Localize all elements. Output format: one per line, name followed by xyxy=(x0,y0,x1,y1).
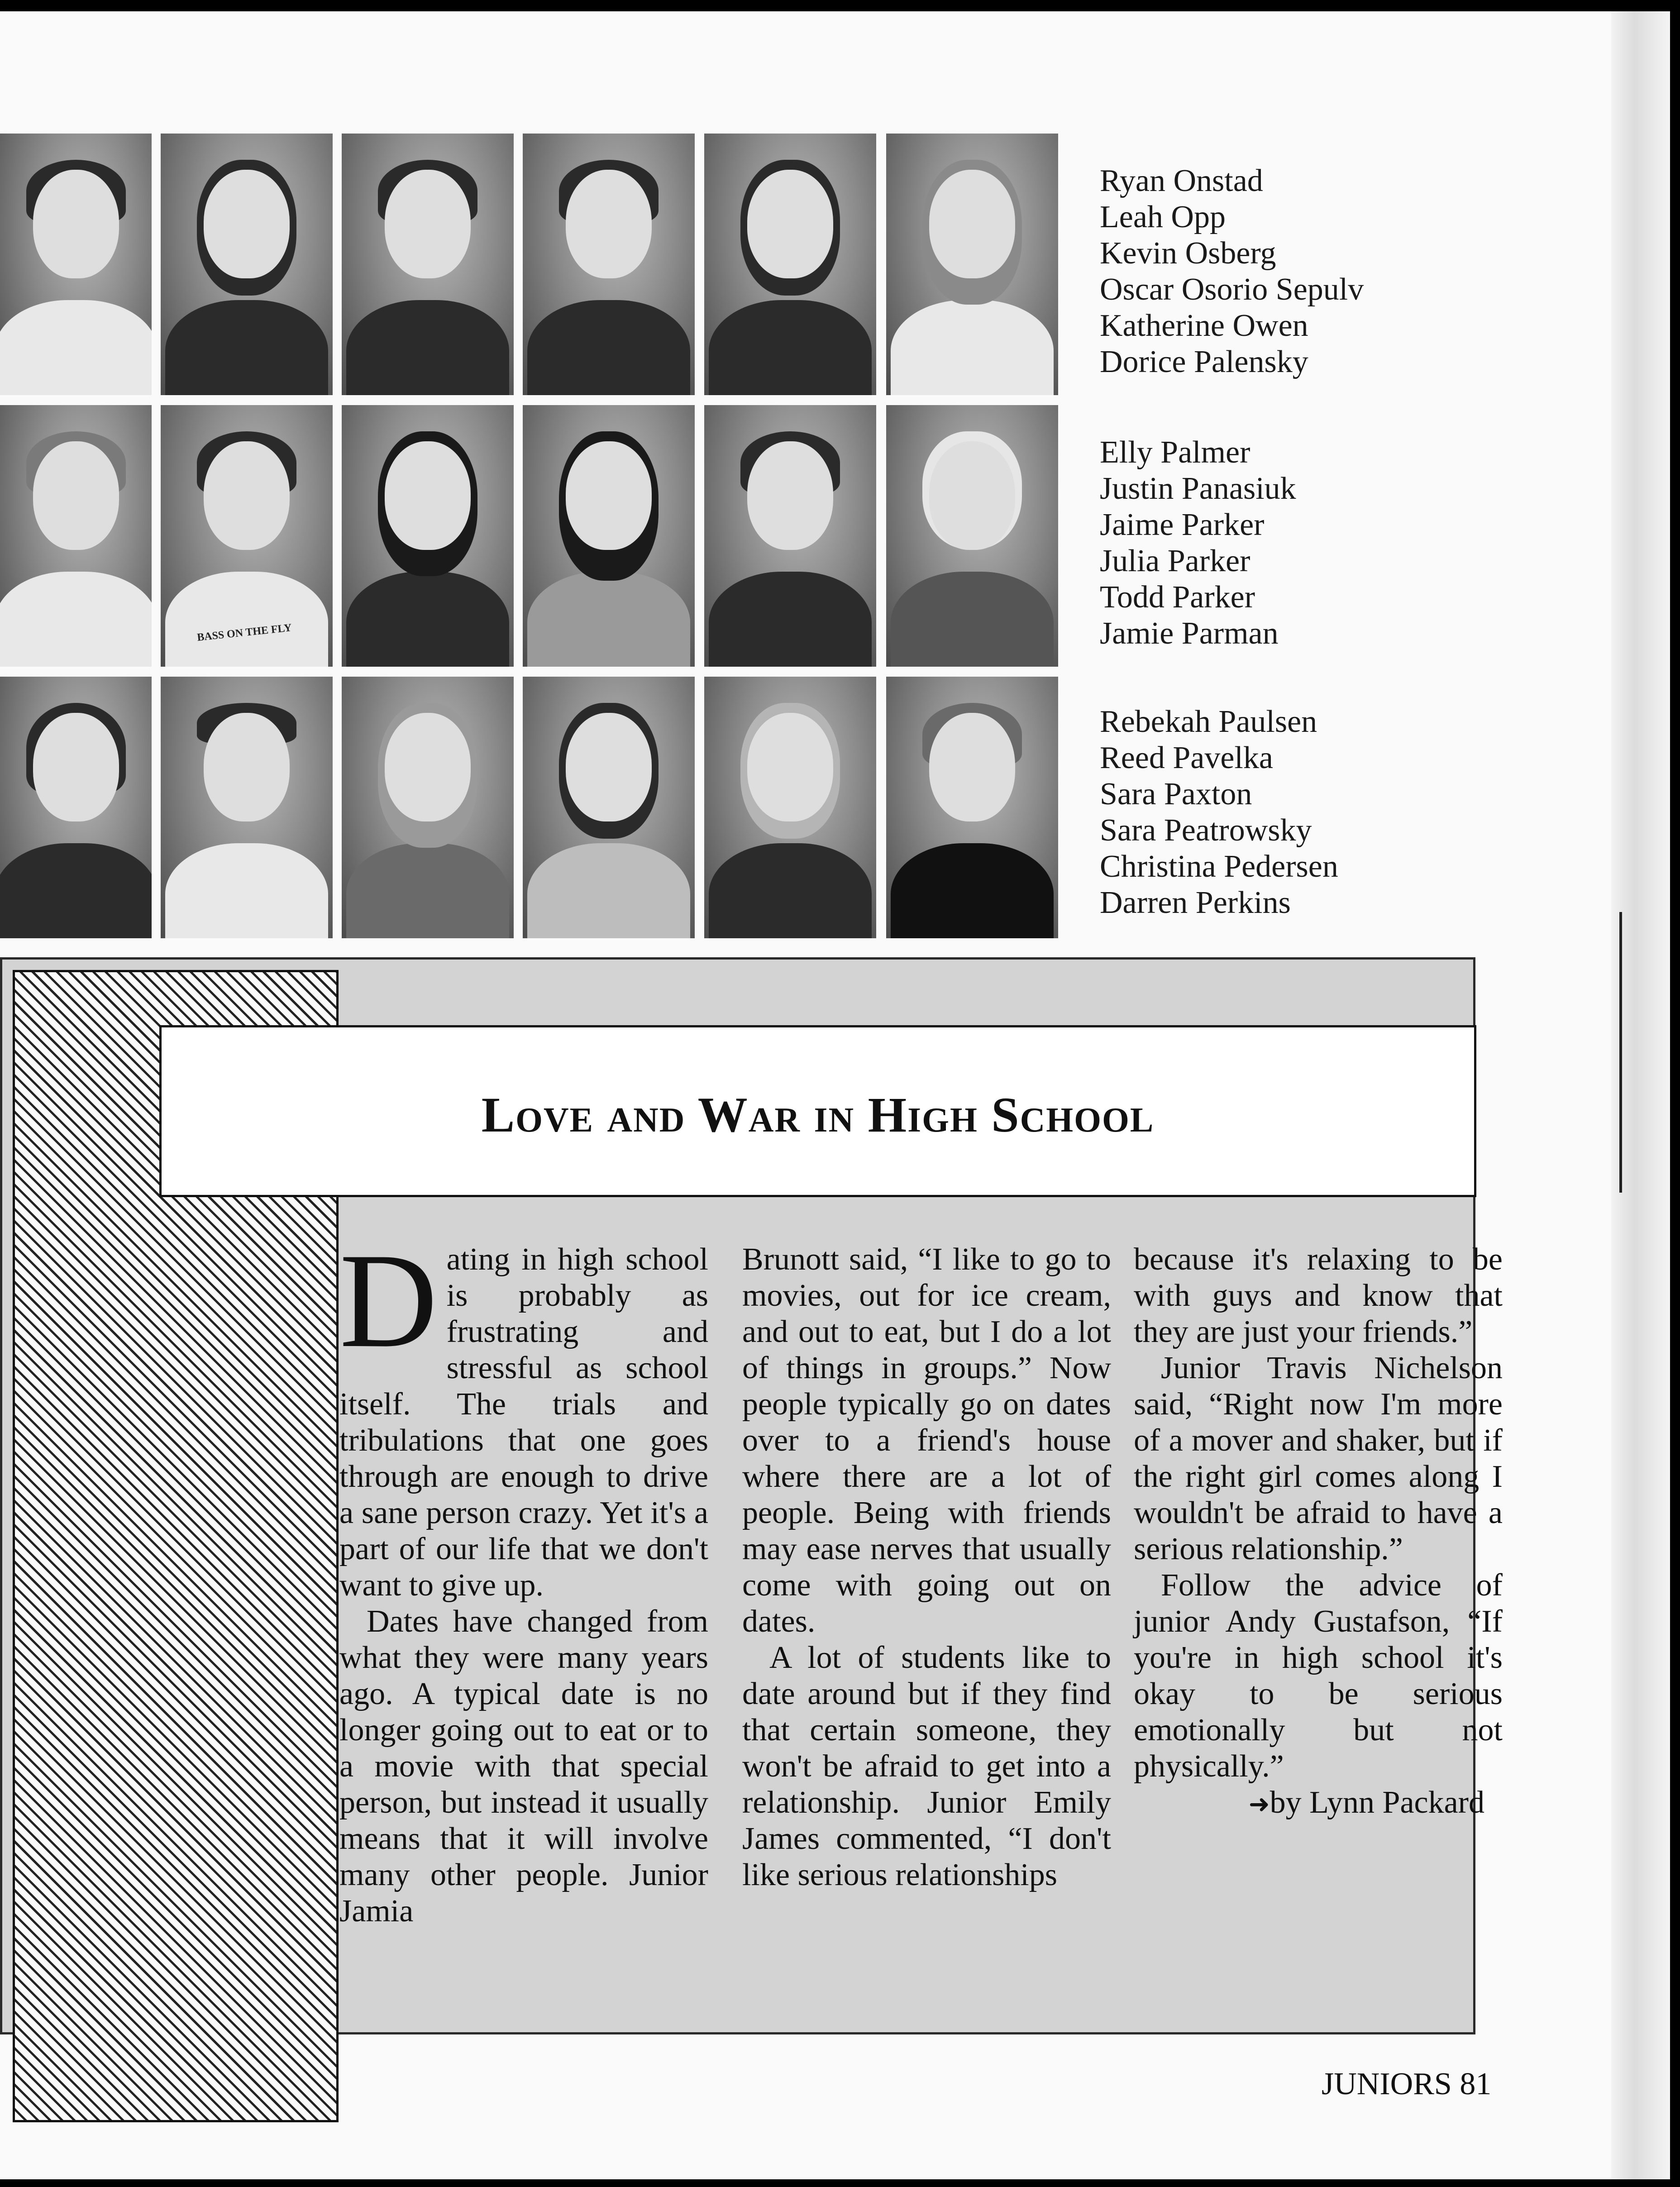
arrow-icon: ➜ xyxy=(1248,1791,1270,1819)
student-name: Christina Pedersen xyxy=(1100,849,1338,884)
name-list-row-3 xyxy=(1100,704,1338,921)
page-edge-mark xyxy=(1619,912,1622,1193)
portrait-photo xyxy=(886,677,1058,938)
portrait-photo xyxy=(0,134,152,395)
article-column-2 xyxy=(742,1242,1111,1893)
drop-cap: D xyxy=(339,1225,438,1375)
student-name: Katherine Owen xyxy=(1100,308,1308,343)
student-name: Justin Panasiuk xyxy=(1100,471,1296,506)
article-paragraph: A lot of students like to date around but if they find that certain someone, they won't be afraid to get into a relationship. Junior Emily James commented, “I don't like serious relationships xyxy=(742,1640,1111,1892)
student-name: Todd Parker xyxy=(1100,580,1255,615)
portrait-photo xyxy=(523,134,695,395)
yearbook-page xyxy=(0,11,1670,2179)
portrait-photo xyxy=(523,405,695,667)
article-column-3 xyxy=(1134,1242,1503,1823)
page-footer: JUNIORS 81 xyxy=(1322,2067,1492,2101)
title-box xyxy=(159,1025,1476,1197)
article-paragraph: Brunott said, “I like to go to movies, out for ice cream, and out to eat, but I do a lot of things in groups.” Now people typically go on dates over to a friend's house where there are a lot of people. Being with friends may ease nerves that usually come with going out on dates. xyxy=(742,1242,1111,1639)
portrait-photo xyxy=(161,134,333,395)
article-title: Love and War in High School xyxy=(481,1087,1155,1142)
portrait-photo xyxy=(161,405,333,667)
portrait-photo xyxy=(523,677,695,938)
portrait-photo xyxy=(161,677,333,938)
article-column-1 xyxy=(339,1225,708,1929)
student-name: Sara Paxton xyxy=(1100,777,1252,812)
student-name: Darren Perkins xyxy=(1100,885,1291,920)
name-list-row-2 xyxy=(1100,435,1296,652)
student-name: Oscar Osorio Sepulv xyxy=(1100,272,1364,307)
shirt-text: BASS ON THE FLY xyxy=(196,622,292,644)
portrait-photo xyxy=(886,405,1058,667)
portrait-photo xyxy=(342,405,514,667)
student-name: Jaime Parker xyxy=(1100,507,1265,542)
article-paragraph: Junior Travis Nichelson said, “Right now I'm more of a mover and shaker, but if the right girl comes along I wouldn't be afraid to have a serious relationship.” xyxy=(1134,1351,1503,1566)
portrait-photo xyxy=(886,134,1058,395)
student-name: Leah Opp xyxy=(1100,200,1226,234)
portrait-grid xyxy=(0,134,1064,944)
article-paragraph: ating in high school is probably as frustrating and stressful as school itself. The trials and tribulations that one goes through are enough to drive a sane person crazy. Yet it's a part of our life that we don't want to give up. xyxy=(339,1242,708,1603)
portrait-photo xyxy=(704,677,876,938)
article-paragraph: Dates have changed from what they were many years ago. A typical date is no longer going out to eat or to a movie with that special person, but instead it usually means that it will involve many other people. Junior Jamia xyxy=(339,1604,708,1929)
portrait-photo xyxy=(0,405,152,667)
student-name: Elly Palmer xyxy=(1100,435,1250,470)
portrait-photo xyxy=(342,677,514,938)
student-name: Jamie Parman xyxy=(1100,616,1279,651)
student-name: Dorice Palensky xyxy=(1100,344,1308,379)
portrait-photo xyxy=(704,134,876,395)
name-list-row-1 xyxy=(1100,163,1364,380)
student-name: Julia Parker xyxy=(1100,544,1250,578)
portrait-photo xyxy=(342,134,514,395)
article-paragraph: Follow the advice of junior Andy Gustafson, “If you're in high school it's okay to be serious emotionally but not physically.” xyxy=(1134,1568,1503,1784)
portrait-photo xyxy=(0,677,152,938)
student-name: Kevin Osberg xyxy=(1100,236,1276,271)
byline-text: by Lynn Packard xyxy=(1270,1785,1484,1820)
portrait-photo xyxy=(704,405,876,667)
student-name: Sara Peatrowsky xyxy=(1100,813,1312,848)
byline xyxy=(1134,1785,1503,1823)
student-name: Reed Pavelka xyxy=(1100,740,1273,775)
student-name: Rebekah Paulsen xyxy=(1100,704,1317,739)
student-name: Ryan Onstad xyxy=(1100,163,1263,198)
article-paragraph: because it's relaxing to be with guys and know that they are just your friends.” xyxy=(1134,1242,1503,1349)
